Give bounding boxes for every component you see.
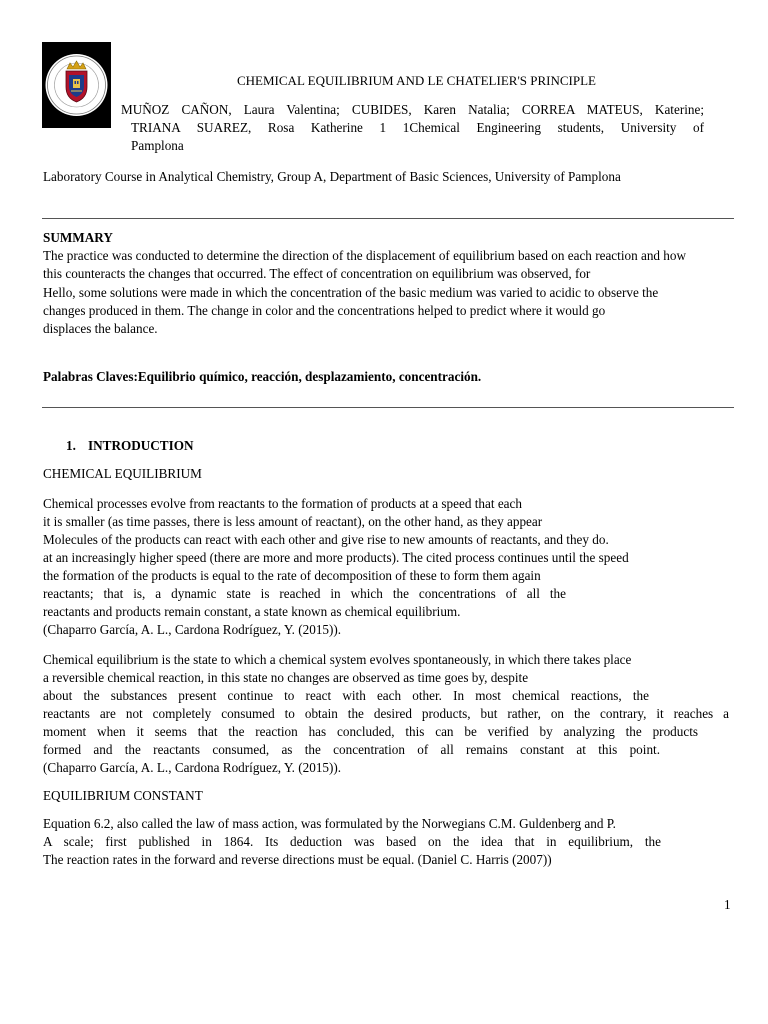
- paragraph-line: reactants and products remain constant, a state known as chemical equilibrium.: [43, 604, 461, 619]
- authors-line-2: TRIANA SUAREZ, Rosa Katherine 1 1Chemical Engineering students, University of: [131, 120, 704, 135]
- paragraph-line: Chemical processes evolve from reactants to the formation of products at a speed that each: [43, 496, 522, 511]
- paragraph-line: Chemical equilibrium is the state to which a chemical system evolves spontaneously, in which there takes place: [43, 652, 632, 667]
- subheading-equilibrium-constant: EQUILIBRIUM CONSTANT: [43, 788, 203, 803]
- paragraph-line: Molecules of the products can react with each other and give rise to new amounts of reactants, and they do.: [43, 532, 609, 547]
- paragraph-line: reactants are not completely consumed to obtain the desired products, but rather, on the contrary, it reaches a: [43, 706, 729, 721]
- paragraph-line: it is smaller (as time passes, there is less amount of reactant), on the other hand, as they appear: [43, 514, 543, 529]
- document-title: CHEMICAL EQUILIBRIUM AND LE CHATELIER'S PRINCIPLE: [237, 73, 596, 88]
- divider-top: [42, 218, 734, 219]
- keywords: Palabras Claves:Equilibrio químico, reacción, desplazamiento, concentración.: [43, 369, 482, 384]
- university-seal-icon: [42, 42, 111, 128]
- authors-line-1: MUÑOZ CAÑON, Laura Valentina; CUBIDES, Karen Natalia; CORREA MATEUS, Katerine;: [121, 102, 704, 117]
- affiliation: Laboratory Course in Analytical Chemistry, Group A, Department of Basic Sciences, University of Pamplona: [43, 169, 621, 184]
- section-number: 1.: [66, 438, 76, 453]
- summary-line: The practice was conducted to determine the direction of the displacement of equilibrium based on each reaction and how: [43, 248, 687, 263]
- paragraph-line: about the substances present continue to react with each other. In most chemical reactions, the: [43, 688, 649, 703]
- summary-heading: SUMMARY: [43, 230, 113, 245]
- paragraph-line: Equation 6.2, also called the law of mass action, was formulated by the Norwegians C.M. Guldenberg and P.: [43, 816, 616, 831]
- summary-line: this counteracts the changes that occurred. The effect of concentration on equilibrium was observed, for: [43, 266, 591, 281]
- summary-line: Hello, some solutions were made in which the concentration of the basic medium was varied to acidic to observe the: [43, 285, 659, 300]
- section-heading: INTRODUCTION: [88, 438, 194, 453]
- paragraph-line: A scale; first published in 1864. Its deduction was based on the idea that in equilibrium, the: [43, 834, 661, 849]
- paragraph-line: a reversible chemical reaction, in this state no changes are observed as time goes by, despite: [43, 670, 529, 685]
- summary-line: displaces the balance.: [43, 321, 158, 336]
- page-number: 1: [724, 897, 731, 912]
- summary-line: changes produced in them. The change in color and the concentrations helped to predict where it would go: [43, 303, 606, 318]
- authors-line-3: Pamplona: [131, 138, 184, 153]
- paragraph-line: moment when it seems that the reaction has concluded, this can be verified by analyzing the products: [43, 724, 698, 739]
- citation: (Chaparro García, A. L., Cardona Rodríguez, Y. (2015)).: [43, 622, 342, 637]
- paragraph-line: reactants; that is, a dynamic state is reached in which the concentrations of all the: [43, 586, 566, 601]
- paragraph-line: at an increasingly higher speed (there are more and more products). The cited process continues until the speed: [43, 550, 629, 565]
- citation: (Chaparro García, A. L., Cardona Rodríguez, Y. (2015)).: [43, 760, 342, 775]
- paragraph-line: the formation of the products is equal to the rate of decomposition of these to form them again: [43, 568, 541, 583]
- paragraph-line: The reaction rates in the forward and reverse directions must be equal. (Daniel C. Harris (2007)): [43, 852, 552, 867]
- paragraph-line: formed and the reactants consumed, as the concentration of all remains constant at this point.: [43, 742, 660, 757]
- subheading-chemical-equilibrium: CHEMICAL EQUILIBRIUM: [43, 466, 202, 481]
- divider-middle: [42, 407, 734, 408]
- university-logo: [42, 42, 111, 128]
